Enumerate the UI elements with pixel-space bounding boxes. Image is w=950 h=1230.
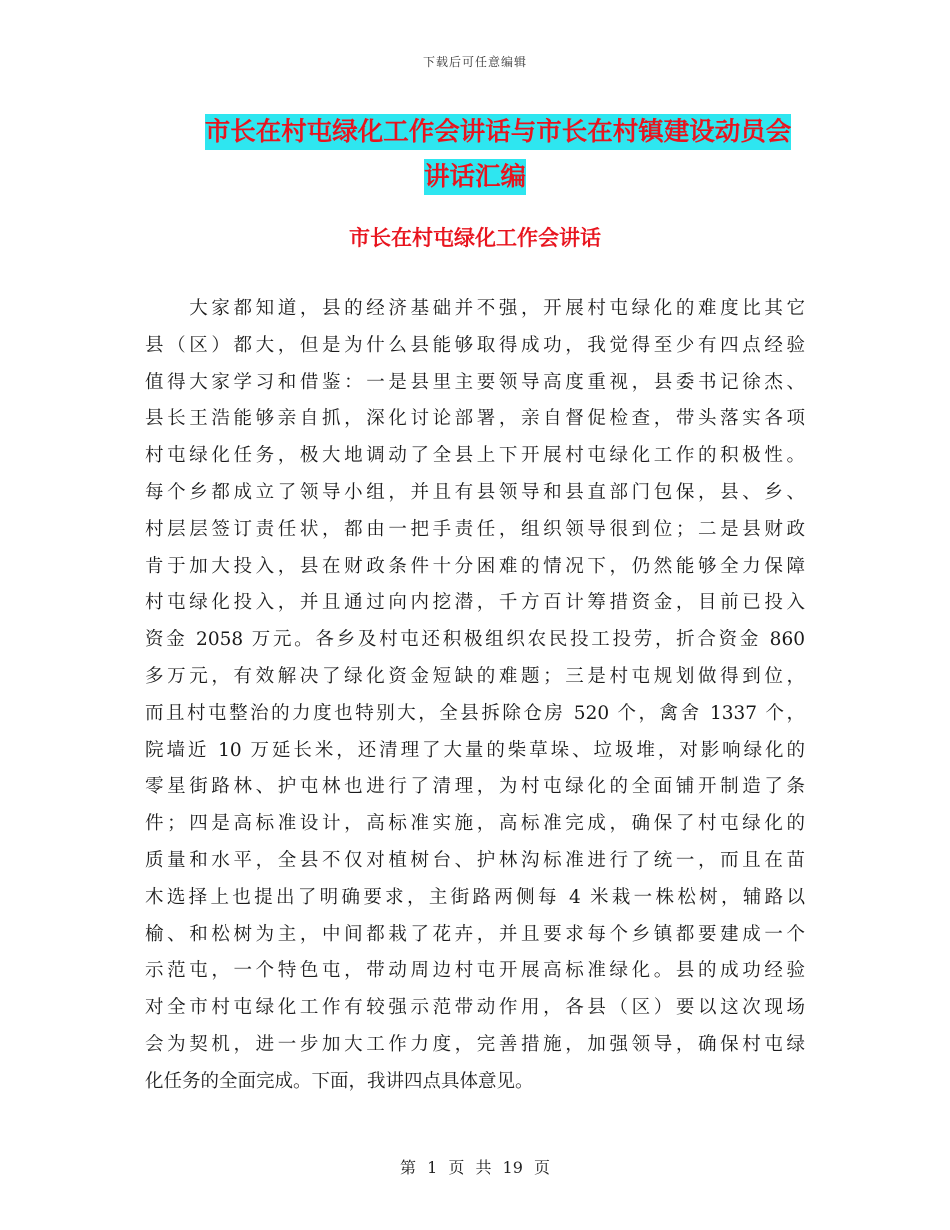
body-line: 多万元，有效解决了绿化资金短缺的难题；三是村屯规划做得到位， — [145, 665, 805, 687]
body-line: 村屯绿化任务，极大地调动了全县上下开展村屯绿化工作的积极性。 — [145, 445, 805, 467]
body-line: 县（区）都大，但是为什么县能够取得成功，我觉得至少有四点经验 — [145, 334, 805, 356]
body-line: 示范屯，一个特色屯，带动周边村屯开展高标准绿化。县的成功经验 — [145, 960, 805, 982]
body-line: 肯于加大投入，县在财政条件十分困难的情况下，仍然能够全力保障 — [145, 555, 805, 577]
body-line: 会为契机，进一步加大工作力度，完善措施，加强领导，确保村屯绿 — [145, 1033, 805, 1055]
body-line: 质量和水平，全县不仅对植树台、护林沟标准进行了统一，而且在苗 — [145, 849, 805, 871]
header-note: 下载后可任意编辑 — [422, 55, 527, 69]
body-line: 对全市村屯绿化工作有较强示范带动作用，各县（区）要以这次现场 — [145, 997, 805, 1019]
body-line: 每个乡都成立了领导小组，并且有县领导和县直部门包保，县、乡、 — [145, 481, 805, 503]
body-line: 木选择上也提出了明确要求，主街路两侧每 4 米栽一株松树，辅路以 — [145, 886, 805, 908]
page-footer: 第 1 页 共 19 页 — [400, 1158, 550, 1177]
body-line: 村屯绿化投入，并且通过向内挖潜，千方百计筹措资金，目前已投入 — [145, 592, 805, 614]
body-line: 榆、和松树为主，中间都栽了花卉，并且要求每个乡镇都要建成一个 — [145, 923, 805, 945]
body-line: 院墙近 10 万延长米，还清理了大量的柴草垛、垃圾堆，对影响绿化的 — [145, 739, 805, 761]
body-text — [145, 293, 805, 1103]
body-line: 零星街路林、护屯林也进行了清理，为村屯绿化的全面铺开制造了条 — [145, 776, 805, 798]
body-line: 而且村屯整治的力度也特别大，全县拆除仓房 520 个，禽舍 1337 个， — [145, 702, 805, 724]
body-line: 值得大家学习和借鉴：一是县里主要领导高度重视，县委书记徐杰、 — [145, 371, 805, 393]
document-title — [0, 110, 950, 200]
title-line-2: 讲话汇编 — [424, 159, 526, 195]
section-title: 市长在村屯绿化工作会讲话 — [349, 226, 601, 250]
body-line: 资金 2058 万元。各乡及村屯还积极组织农民投工投劳，折合资金 860 — [145, 629, 805, 651]
title-line-1: 市长在村屯绿化工作会讲话与市长在村镇建设动员会 — [205, 114, 792, 150]
body-line: 化任务的全面完成。下面，我讲四点具体意见。 — [145, 1070, 534, 1092]
body-line: 件；四是高标准设计，高标准实施，高标准完成，确保了村屯绿化的 — [145, 813, 805, 835]
body-line: 大家都知道，县的经济基础并不强，开展村屯绿化的难度比其它 — [145, 298, 805, 319]
body-line: 县长王浩能够亲自抓，深化讨论部署，亲自督促检查，带头落实各项 — [145, 408, 805, 430]
body-line: 村层层签订责任状，都由一把手责任，组织领导很到位；二是县财政 — [145, 518, 805, 540]
